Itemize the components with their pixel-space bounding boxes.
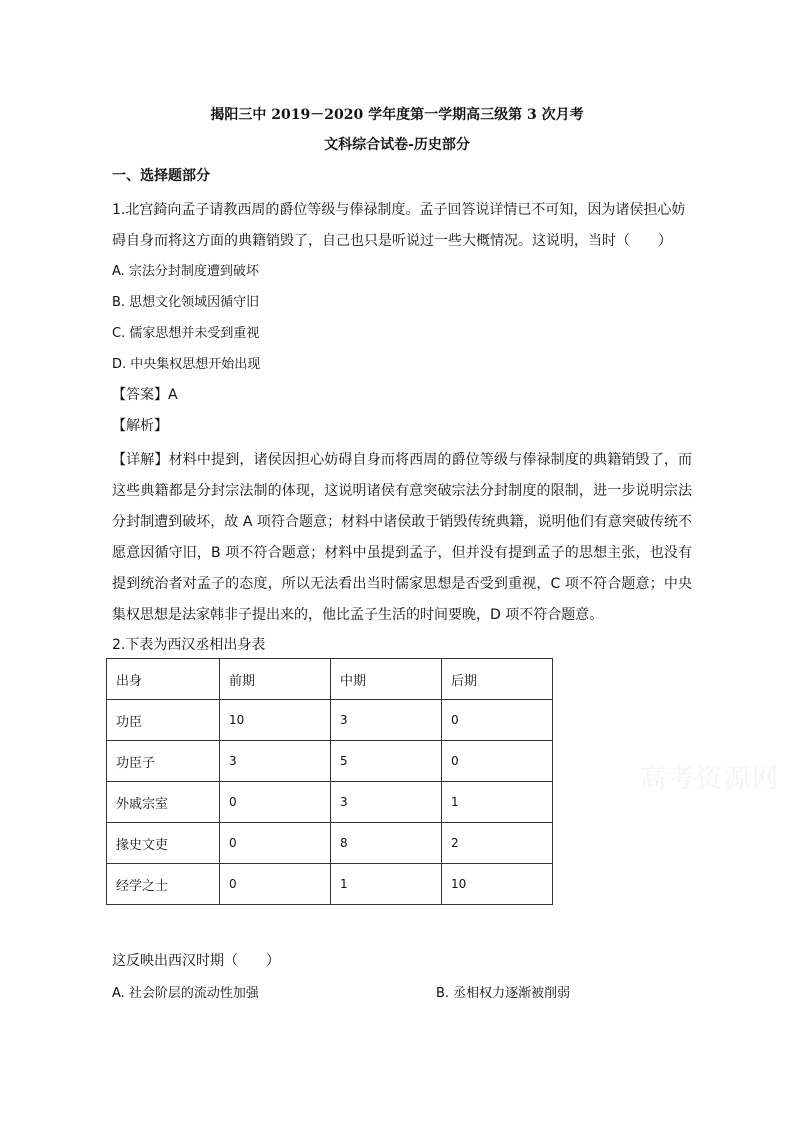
table-header-row xyxy=(107,659,553,700)
question-1-option-d: D. 中央集权思想开始出现 xyxy=(112,357,261,372)
question-1-option-c: C. 儒家思想并未受到重视 xyxy=(112,326,260,341)
table-cell: 掾史文吏 xyxy=(107,823,220,864)
table-cell: 0 xyxy=(220,782,331,823)
question-1-option-a: A. 宗法分封制度遭到破坏 xyxy=(112,264,259,279)
table-cell: 3 xyxy=(331,700,442,741)
table-cell: 2 xyxy=(442,823,553,864)
chancellor-origin-table xyxy=(106,658,553,905)
table-cell: 5 xyxy=(331,741,442,782)
exam-title: 揭阳三中 2019－2020 学年度第一学期高三级第 3 次月考 xyxy=(210,107,584,123)
table-cell: 0 xyxy=(220,823,331,864)
table-cell: 功臣 xyxy=(107,700,220,741)
section-heading: 一、选择题部分 xyxy=(112,168,210,184)
table-cell: 1 xyxy=(331,864,442,905)
question-2-option-a: A. 社会阶层的流动性加强 xyxy=(112,986,259,1001)
table-cell: 3 xyxy=(220,741,331,782)
table-header-cell: 前期 xyxy=(220,659,331,700)
watermark: 高考资源网 xyxy=(640,764,781,794)
table-row xyxy=(107,700,553,741)
question-1-analysis-label: 【解析】 xyxy=(112,418,168,434)
table-cell: 10 xyxy=(220,700,331,741)
question-2-stem: 这反映出西汉时期（ ） xyxy=(112,953,280,969)
table-cell: 1 xyxy=(442,782,553,823)
table-cell: 8 xyxy=(331,823,442,864)
table-header-cell: 出身 xyxy=(107,659,220,700)
table-row xyxy=(107,782,553,823)
table-cell: 经学之士 xyxy=(107,864,220,905)
table-row xyxy=(107,864,553,905)
table-cell: 0 xyxy=(442,700,553,741)
question-1-answer: 【答案】A xyxy=(112,387,178,403)
table-header-cell: 后期 xyxy=(442,659,553,700)
question-1-stem: 1.北宫錡向孟子请教西周的爵位等级与俸禄制度。孟子回答说详情已不可知，因为诸侯担心妨碍自身而将这方面的典籍销毁了，自己也只是听说过一些大概情况。这说明，当时（ ） xyxy=(112,202,686,249)
table-cell: 功臣子 xyxy=(107,741,220,782)
question-2-option-b: B. 丞相权力逐渐被削弱 xyxy=(436,986,571,1001)
table-header-cell: 中期 xyxy=(331,659,442,700)
table-cell: 10 xyxy=(442,864,553,905)
table-cell: 外戚宗室 xyxy=(107,782,220,823)
question-1-detail: 【详解】材料中提到，诸侯因担心妨碍自身而将西周的爵位等级与俸禄制度的典籍销毁了，而这些典籍都是分封宗法制的体现，这说明诸侯有意突破宗法分封制度的限制，进一步说明宗法分封制遭到破坏，故 A 项符合题意；材料中诸侯敢于销毁传统典籍，说明他们有意突破传统不愿意因循守旧，B 项不符合题意；材料中虽提到孟子，但并没有提到孟子的思想主张，也没有提到统治者对孟子的态度，所以无法看出当时儒家思想是否受到重视，C 项不符合题意；中央集权思想是法家韩非子提出来的，他比孟子生活的时间要晚，D 项不符合题意。 xyxy=(112,452,692,623)
table-cell: 0 xyxy=(442,741,553,782)
table-cell: 3 xyxy=(331,782,442,823)
question-1-option-b: B. 思想文化领域因循守旧 xyxy=(112,295,260,310)
table-cell: 0 xyxy=(220,864,331,905)
exam-subtitle: 文科综合试卷-历史部分 xyxy=(324,137,470,153)
table-row xyxy=(107,823,553,864)
table-row xyxy=(107,741,553,782)
question-2-intro: 2.下表为西汉丞相出身表 xyxy=(112,637,266,653)
